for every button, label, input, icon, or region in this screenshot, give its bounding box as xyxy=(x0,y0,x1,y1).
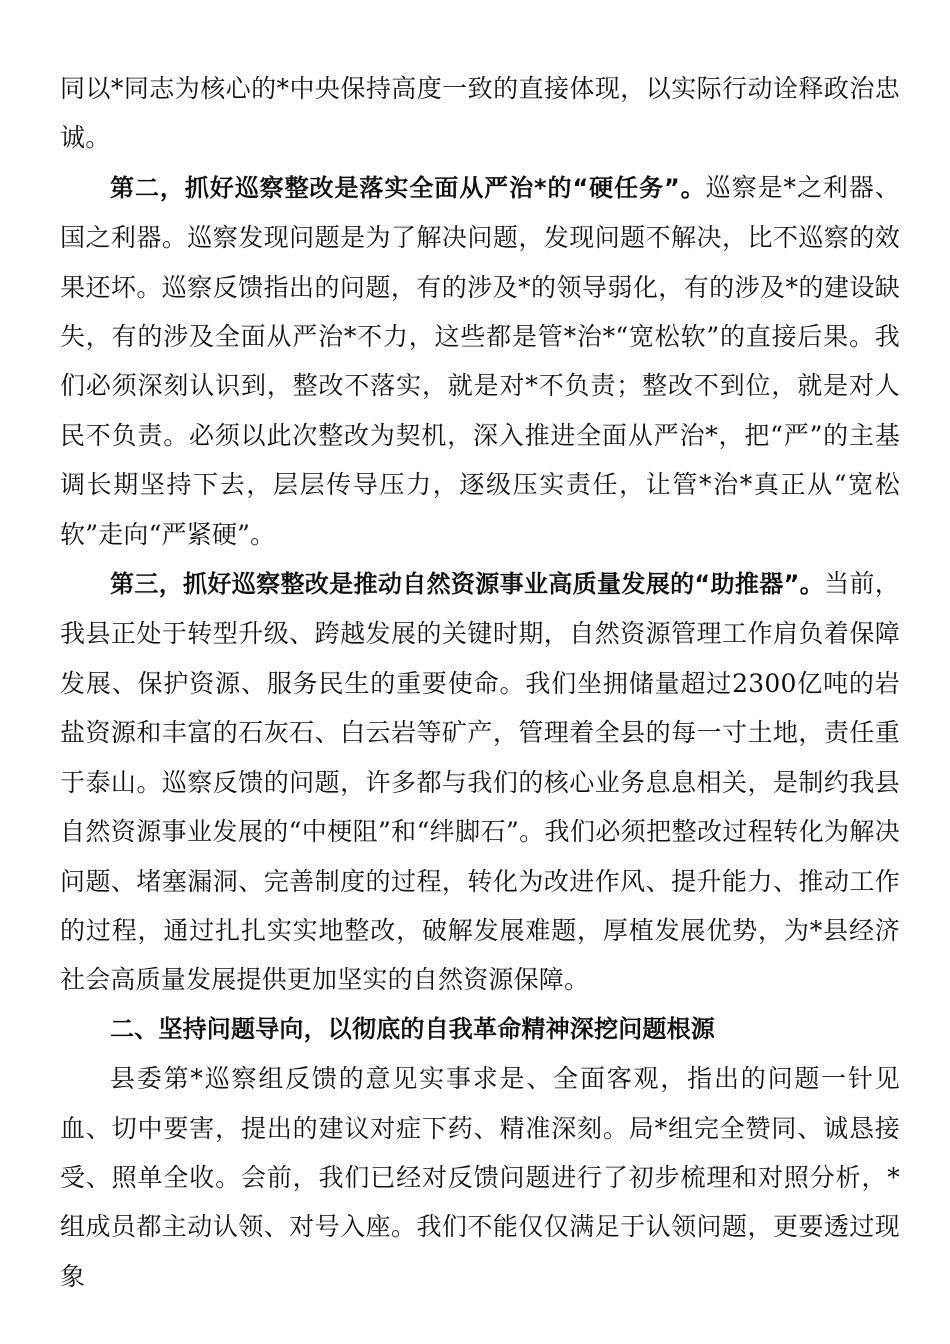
paragraph-body: 巡察是*之利器、国之利器。巡察发现问题是为了解决问题，发现问题不解决，比不巡察的效果还坏。巡察反馈指出的问题，有的涉及*的领导弱化，有的涉及*的建设缺失，有的涉及全面从严治*不力，这些都是管*治*“宽松软”的直接后果。我们必须深刻认识到，整改不落实，就是对*不负责；整改不到位，就是对人民不负责。必须以此次整改为契机，深入推进全面从严治*，把“严”的主基调长期坚持下去，层层传导压力，逐级压实责任，让管*治*真正从“宽松软”走向“严紧硬”。 xyxy=(60,172,900,549)
paragraph-lead-bold: 第二，抓好巡察整改是落实全面从严治*的“硬任务”。 xyxy=(110,173,706,202)
paragraph-body: 当前，我县正处于转型升级、跨越发展的关键时期，自然资源管理工作肩负着保障发展、保护资源、服务民生的重要使命。我们坐拥储量超过2300亿吨的岩盐资源和丰富的石灰石、白云岩等矿产，管理着全县的每一寸土地，责任重于泰山。巡察反馈的问题，许多都与我们的核心业务息息相关，是制约我县自然资源事业发展的“中梗阻”和“绊脚石”。我们必须把整改过程转化为解决问题、堵塞漏洞、完善制度的过程，转化为改进作风、提升能力、推动工作的过程，通过扎扎实实地整改，破解发展难题，厚植发展优势，为*县经济社会高质量发展提供更加坚实的自然资源保障。 xyxy=(60,569,900,995)
section-heading: 二、坚持问题导向，以彻底的自我革命精神深挖问题根源 xyxy=(110,1014,715,1043)
paragraph-continuation: 同以*同志为核心的*中央保持高度一致的直接体现，以实际行动诠释政治忠诚。 xyxy=(60,74,900,153)
document-body xyxy=(60,64,900,1301)
paragraph-feedback: 县委第*巡察组反馈的意见实事求是、全面客观，指出的问题一针见血、切中要害，提出的建议对症下药、精准深刻。局*组完全赞同、诚恳接受、照单全收。会前，我们已经对反馈问题进行了初步梳理和对照分析，*组成员都主动认领、对号入座。我们不能仅仅满足于认领问题，更要透过现象 xyxy=(60,1064,900,1291)
paragraph-second-point xyxy=(60,163,900,559)
paragraph-lead-bold: 第三，抓好巡察整改是推动自然资源事业高质量发展的“助推器”。 xyxy=(110,570,825,599)
paragraph-third-point xyxy=(60,559,900,1005)
